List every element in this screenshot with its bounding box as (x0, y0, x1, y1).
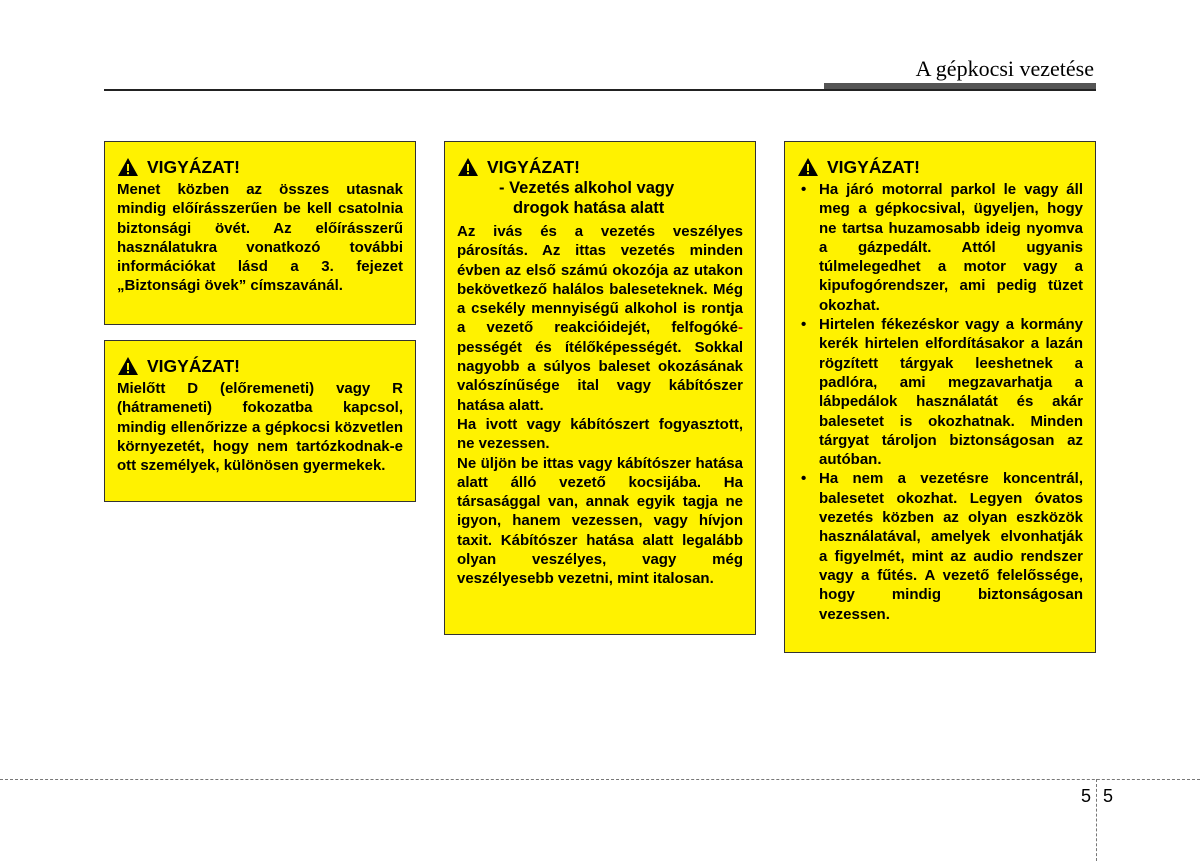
header-rule (104, 89, 1096, 91)
warning-title-text: VIGYÁZAT! (147, 356, 241, 376)
warning-triangle-icon (117, 356, 139, 376)
warning-box-driving-safety (784, 141, 1096, 653)
warning-subtitle-line1: - Vezetés alkohol vagy (499, 179, 675, 197)
bullet-item: • Ha járó motorral parkol le vagy áll meg a gépkocsival, ügyeljen, hogy ne tartsa huzamosabb ideig nyomva a gázpedált. Attól ugyanis túlmelegedhet a motor vagy a kipufogórendszer, ami pedig tüzet okozhat. (797, 180, 1083, 315)
page-number: 5 (1103, 786, 1114, 806)
warning-text: Menet közben az összes utasnak mindig előírásszerűen be kell csatolnia biztonsági övét. Az előírásszerű használatukra vonatkozó további információkat lásd a 3. fejezet „Biztonsági övek” címszavánál. (117, 181, 403, 295)
warning-title-text: VIGYÁZAT! (147, 157, 241, 177)
paragraph-1-start: Az ivás és a vezetés veszélyes párosítás. Az ittas vezetés minden évben az első számú okozója az utakon bekövetkező halálos baleseteknek. Még a csekély mennyiségű alkohol is rontja a vezető reakcióidejét, felfogóké (457, 223, 743, 337)
warning-triangle-icon (117, 157, 139, 177)
warning-title-text: VIGYÁZAT! (827, 157, 921, 177)
warning-triangle-icon (457, 157, 479, 177)
warning-box-seatbelts (104, 141, 416, 325)
warning-title (117, 156, 403, 178)
paragraph-1-end: pességét és ítélőképességét. Sokkal nagyobb a súlyos baleset okozásának valószínűsége ital vagy kábítószer hatása alatt. (457, 338, 743, 414)
warning-title-text: VIGYÁZAT! (487, 157, 581, 177)
warning-box-gear-selection (104, 340, 416, 502)
chapter-number: 5 (1081, 786, 1092, 806)
footer-divider (1096, 779, 1097, 861)
warning-subtitle-line2: drogok hatása alatt (513, 199, 665, 217)
red-hyphen: - (738, 319, 743, 337)
warning-paragraph-1 (457, 222, 743, 415)
warning-box-alcohol-drugs (444, 141, 756, 635)
bullet-item: • Hirtelen fékezéskor vagy a kormány kerék hirtelen elfordításakor a lazán rögzített tárgyak leeshetnek a padlóra, ami megzavarhatja a lábpedálok használatát és akár balesetet is okozhatnak. Minden tárgyat tároljon biztonságosan az autóban. (797, 315, 1083, 469)
warning-title (797, 156, 1083, 178)
bullet-item: • Ha nem a vezetésre koncentrál, balesetet okozhat. Legyen óvatos vezetés közben az olyan eszközök használatával, amelyek elvonhatják a figyelmét, mint az audio rendszer vagy a fűtés. A vezető felelőssége, hogy mindig biztonságosan vezessen. (797, 469, 1083, 623)
warning-title (457, 156, 743, 178)
footer-rule (0, 779, 1200, 780)
warning-title (117, 355, 403, 377)
warning-paragraph-3: Ne üljön be ittas vagy kábítószer hatása alatt álló vezető kocsijába. Ha társasággal van, annak egyik tagja ne igyon, hanem vezessen, vagy hívjon taxit. Kábítószer hatása alatt legalább olyan veszélyes, vagy még veszélyesebb vezetni, mint italosan. (457, 454, 743, 588)
warning-triangle-icon (797, 157, 819, 177)
warning-bullet-list (797, 180, 1083, 624)
page-title: A gépkocsi vezetése (915, 56, 1094, 81)
warning-text: Mielőtt D (előremeneti) vagy R (hátrameneti) fokozatba kapcsol, mindig ellenőrizze a gépkocsi közvetlen környezetét, hogy nem tartózkodnak-e ott személyek, különösen gyermekek. (117, 380, 403, 475)
warning-paragraph-2: Ha ivott vagy kábítószert fogyasztott, ne vezessen. (457, 415, 743, 453)
